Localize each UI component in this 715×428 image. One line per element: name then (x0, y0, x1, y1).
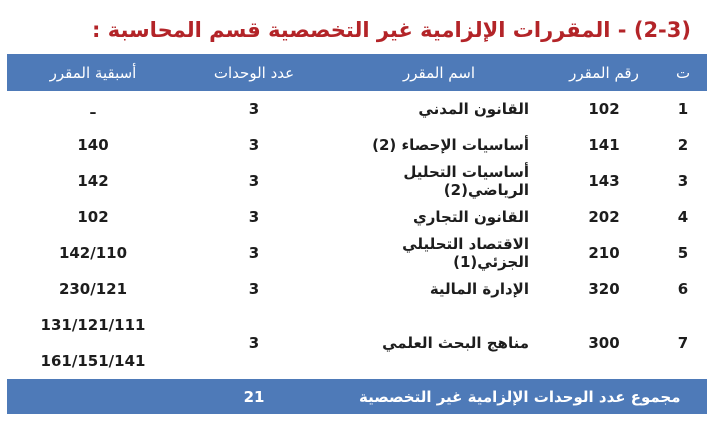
cell-units: 3 (248, 172, 260, 190)
cell-no: 2 (677, 136, 689, 154)
cell-prereq: 102 (77, 208, 109, 226)
cell-code: 102 (588, 100, 620, 118)
cell-name: القانون التجاري (413, 208, 529, 226)
total-empty-cell (7, 379, 179, 414)
cell-units: 3 (248, 136, 260, 154)
cell-prereq: 230/121 (58, 280, 128, 298)
cell-prereq: 142 (77, 172, 109, 190)
cell-prereq (7, 307, 179, 379)
cell-prereq: ـ (90, 100, 96, 118)
table-row (7, 271, 707, 307)
cell-units: 3 (248, 334, 260, 352)
cell-code: 300 (588, 334, 620, 352)
cell-no: 7 (677, 334, 689, 352)
total-label: مجموع عدد الوحدات الإلزامية غير التخصصية (359, 387, 681, 406)
cell-units: 3 (248, 244, 260, 262)
table-row (7, 163, 707, 199)
cell-name: الاقتصاد التحليلي الجزئي(1) (402, 235, 529, 271)
header-name: اسم المقرر (402, 63, 475, 82)
section-title: (2-3) - المقررات الإلزامية غير التخصصية قسم المحاسبة : (92, 18, 691, 42)
cell-no: 4 (677, 208, 689, 226)
cell-name: أساسيات الإحصاء (2) (372, 136, 529, 154)
courses-table (7, 54, 707, 414)
prereq-line-1: 131/121/111 (40, 316, 146, 334)
cell-name: مناهج البحث العلمي (382, 334, 529, 352)
cell-code: 143 (588, 172, 620, 190)
table-row (7, 127, 707, 163)
table-row (7, 91, 707, 127)
header-code: رقم المقرر (569, 63, 639, 82)
cell-no: 5 (677, 244, 689, 262)
cell-units: 3 (248, 208, 260, 226)
prereq-line-2: 161/151/141 (40, 352, 146, 370)
cell-code: 210 (588, 244, 620, 262)
cell-code: 320 (588, 280, 620, 298)
cell-code: 202 (588, 208, 620, 226)
cell-no: 6 (677, 280, 689, 298)
cell-name: القانون المدني (418, 100, 529, 118)
total-value: 21 (243, 387, 265, 406)
table-row (7, 235, 707, 271)
table-row (7, 307, 707, 379)
header-units: عدد الوحدات (213, 63, 295, 82)
total-row (7, 379, 707, 414)
cell-name: الإدارة المالية (429, 280, 529, 298)
table-header-row (7, 54, 707, 91)
cell-no: 1 (677, 100, 689, 118)
header-no: ت (675, 63, 691, 82)
cell-code: 141 (588, 136, 620, 154)
table-row (7, 199, 707, 235)
cell-prereq: 142/110 (58, 244, 128, 262)
cell-units: 3 (248, 280, 260, 298)
header-prereq: أسبقية المقرر (49, 63, 137, 82)
cell-prereq: 140 (77, 136, 109, 154)
cell-no: 3 (677, 172, 689, 190)
cell-units: 3 (248, 100, 260, 118)
cell-name: أساسيات التحليل الرياضي(2) (403, 163, 529, 199)
